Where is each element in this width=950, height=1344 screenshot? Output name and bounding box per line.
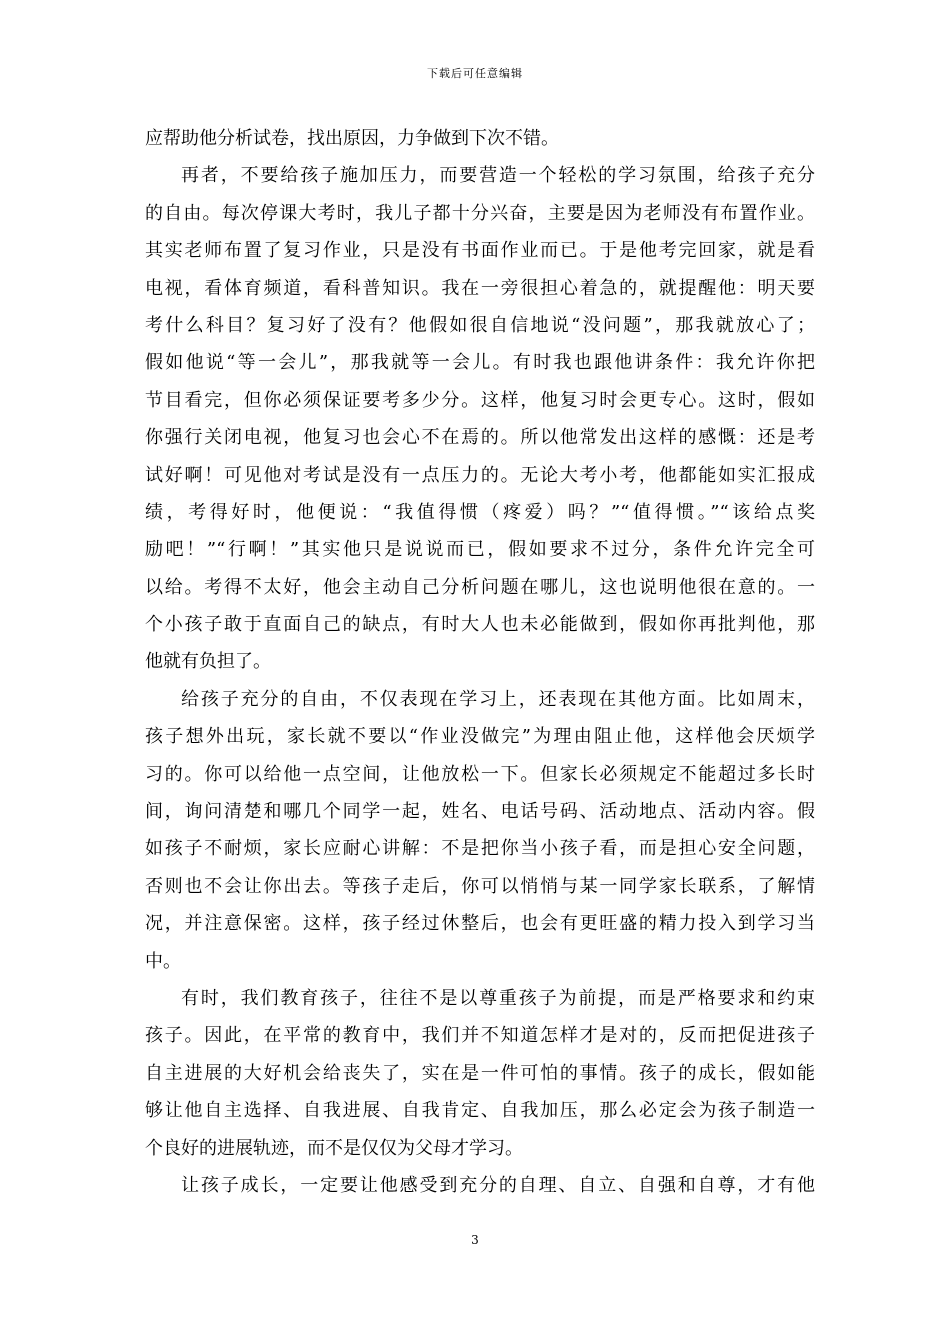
text-line: 假如他说“等一会儿”，那我就等一会儿。有时我也跟他讲条件：我允许你把 xyxy=(145,352,815,374)
text-line: 够让他自主选择、自我进展、自我肯定、自我加压，那么必定会为孩子制造一 xyxy=(145,1100,815,1122)
text-line: 如孩子不耐烦，家长应耐心讲解：不是把你当小孩子看，而是担心安全问题， xyxy=(145,838,815,860)
text-line: 电视，看体育频道，看科普知识。我在一旁很担心着急的，就提醒他：明天要 xyxy=(145,277,815,299)
paragraph xyxy=(145,120,815,157)
text-line: 的自由。每次停课大考时，我儿子都十分兴奋，主要是因为老师没有布置作业。 xyxy=(145,202,815,224)
text-line: 况，并注意保密。这样，孩子经过休整后，也会有更旺盛的精力投入到学习当 xyxy=(145,913,815,935)
text-line: 应帮助他分析试卷，找出原因，力争做到下次不错。 xyxy=(145,128,559,149)
paragraph xyxy=(145,157,815,680)
text-line: 再者，不要给孩子施加压力，而要营造一个轻松的学习氛围，给孩子充分 xyxy=(181,165,815,187)
text-line: 你强行关闭电视，他复习也会心不在焉的。所以他常发出这样的感慨：还是考 xyxy=(145,427,815,449)
text-line: 习的。你可以给他一点空间，让他放松一下。但家长必须规定不能超过多长时 xyxy=(145,763,815,785)
text-line: 他就有负担了。 xyxy=(145,651,271,673)
text-line: 中。 xyxy=(145,950,181,972)
text-line: 给孩子充分的自由，不仅表现在学习上，还表现在其他方面。比如周末， xyxy=(181,688,815,710)
text-line: 考什么科目？复习好了没有？他假如很自信地说“没问题”，那我就放心了； xyxy=(145,314,815,336)
document-body xyxy=(145,120,815,1204)
text-line: 节目看完，但你必须保证要考多少分。这样，他复习时会更专心。这时，假如 xyxy=(145,389,815,411)
text-line: 个小孩子敢于直面自己的缺点，有时大人也未必能做到，假如你再批判他，那 xyxy=(145,614,815,636)
text-line: 孩子。因此，在平常的教育中，我们并不知道怎样才是对的，反而把促进孩子 xyxy=(145,1025,815,1047)
text-line: 绩，考得好时，他便说：“我值得惯（疼爱）吗？”“值得惯。”“该给点奖 xyxy=(145,501,815,523)
paragraph xyxy=(145,1167,815,1204)
page-number: 3 xyxy=(471,1233,479,1247)
text-line: 否则也不会让你出去。等孩子走后，你可以悄悄与某一同学家长联系，了解情 xyxy=(145,875,815,897)
text-line: 励吧！”“行啊！”其实他只是说说而已，假如要求不过分，条件允许完全可 xyxy=(145,539,815,561)
text-line: 让孩子成长，一定要让他感受到充分的自理、自立、自强和自尊，才有他 xyxy=(181,1174,815,1196)
text-line: 以给。考得不太好，他会主动自己分析问题在哪儿，这也说明他很在意的。一 xyxy=(145,576,815,598)
text-line: 有时，我们教育孩子，往往不是以尊重孩子为前提，而是严格要求和约束 xyxy=(181,987,815,1009)
paragraph xyxy=(145,681,815,980)
text-line: 孩子想外出玩，家长就不要以“作业没做完”为理由阻止他，这样他会厌烦学 xyxy=(145,726,815,748)
text-line: 个良好的进展轨迹，而不是仅仅为父母才学习。 xyxy=(145,1137,523,1159)
text-line: 间，询问清楚和哪几个同学一起，姓名、电话号码、活动地点、活动内容。假 xyxy=(145,801,815,823)
paragraph xyxy=(145,980,815,1167)
page-header: 下载后可任意编辑 xyxy=(427,67,523,80)
text-line: 试好啊！可见他对考试是没有一点压力的。无论大考小考，他都能如实汇报成 xyxy=(145,464,815,486)
text-line: 其实老师布置了复习作业，只是没有书面作业而已。于是他考完回家，就是看 xyxy=(145,240,815,262)
text-line: 自主进展的大好机会给丧失了，实在是一件可怕的事情。孩子的成长，假如能 xyxy=(145,1062,815,1084)
